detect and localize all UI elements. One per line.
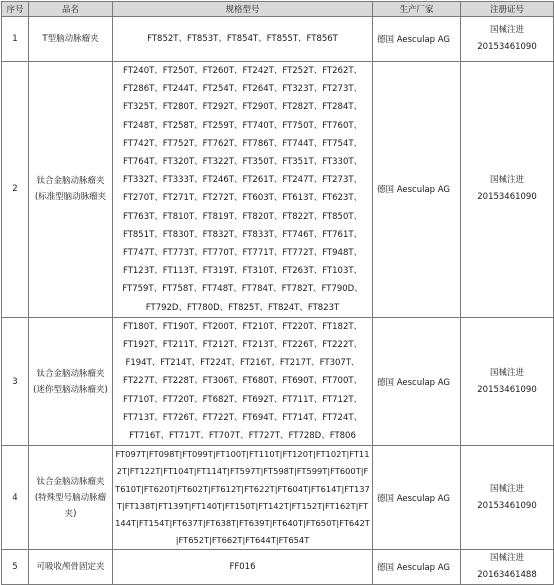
registration-number — [461, 17, 554, 62]
model-list — [113, 317, 373, 445]
product-name: 钛合金脑动脉瘤夹(特殊型号脑动脉瘤夹) — [29, 446, 113, 550]
manufacturer: 德国 Aesculap AG — [373, 550, 461, 585]
model-line: FT180T、FT190T、FT200T、FT210T、FT220T、FT182T、 — [122, 321, 363, 332]
registration-number — [461, 62, 554, 318]
registration-code: 20153461090 — [477, 384, 537, 395]
row-number: 4 — [2, 446, 29, 550]
model-line: FT710T、FT720T、FT682T、FT692T、FT711T、FT712T、 — [122, 394, 363, 405]
model-list — [113, 550, 373, 585]
model-line: FT747T、FT773T、FT770T、FT771T、FT772T、FT948T、 — [122, 248, 363, 259]
model-line: FT851T、FT830T、FT832T、FT833T、FT746T、FT761T、 — [122, 229, 363, 240]
manufacturer: 德国 Aesculap AG — [373, 62, 461, 318]
model-line: FT192T、FT211T、FT212T、FT213T、FT226T、FT222T、 — [122, 340, 363, 351]
model-line: FT716T、FT717T、FT707T、FT727T、FT728D、FT806 — [129, 431, 356, 442]
model-line: FF016 — [229, 562, 256, 573]
registration-prefix: 国械注进 — [489, 25, 524, 35]
model-line: FT123T、FT113T、FT319T、FT310T、FT263T、FT103T、 — [122, 266, 363, 277]
model-line: FT763T、FT810T、FT819T、FT820T、FT822T、FT850T、 — [122, 211, 363, 222]
manufacturer: 德国 Aesculap AG — [373, 17, 461, 62]
registration-code: 20153461090 — [477, 500, 537, 511]
model-line: FT742T、FT752T、FT762T、FT786T、FT744T、FT754T、 — [122, 138, 363, 149]
registration-prefix: 国械注进 — [489, 483, 524, 494]
row-number: 3 — [2, 317, 29, 445]
registration-prefix: 国械注进 — [489, 367, 524, 378]
table-row — [2, 62, 554, 318]
table-row — [2, 550, 554, 585]
registration-prefix: 国械注进 — [489, 175, 524, 186]
model-list: FT097T|FT098T|FT099T|FT100T|FT110T|FT120T|FT102T|FT112T|FT122T|FT104T|FT114T|FT597T|FT598T|FT599T|FT600T|FT610T|FT620T|FT602T|FT612T|FT622T|FT604T|FT614T|FT137T|FT138T|FT139T|FT140T|FT150T|FT142T|FT152T|FT162T|FT144T|FT154T|FT637T|FT638T|FT639T|FT640T|FT650T|FT642T|FT652T|FT662T|FT644T|FT654T — [113, 446, 373, 550]
header-registration: 注册证号 — [461, 2, 554, 17]
model-list — [113, 62, 373, 318]
row-number: 1 — [2, 17, 29, 62]
registration-code: 20163461488 — [477, 570, 537, 581]
product-name: 可吸收颅骨固定夹 — [29, 550, 113, 585]
model-line: FT227T、FT228T、FT306T、FT680T、FT690T、FT700T、 — [122, 376, 363, 387]
registration-number — [461, 550, 554, 585]
row-number: 2 — [2, 62, 29, 318]
product-name: T型脑动脉瘤夹 — [29, 17, 113, 62]
registration-table — [1, 1, 554, 585]
model-line: FT332T、FT333T、FT246T、FT261T、FT247T、FT273T、 — [122, 175, 363, 186]
header-manufacturer: 生产厂家 — [373, 2, 461, 17]
model-line: F194T、FT214T、FT224T、FT216T、FT217T、FT307T、 — [125, 358, 360, 369]
model-line: FT248T、FT258T、FT259T、FT740T、FT750T、FT760T、 — [122, 120, 363, 131]
registration-code: 20153461090 — [477, 42, 537, 52]
registration-number — [461, 317, 554, 445]
model-list — [113, 17, 373, 62]
model-line: FT759T、FT758T、FT748T、FT784T、FT782T、FT790D、 — [122, 284, 363, 295]
table-header-row — [2, 2, 554, 17]
product-name: 钛合金脑动脉瘤夹(标准型脑动脉瘤夹 — [29, 62, 113, 318]
header-no: 序号 — [2, 2, 29, 17]
manufacturer: 德国 Aesculap AG — [373, 446, 461, 550]
model-line: FT240T、FT250T、FT260T、FT242T、FT252T、FT262T、 — [122, 66, 363, 76]
table-row — [2, 17, 554, 62]
model-line: FT270T、FT271T、FT272T、FT603T、FT613T、FT623T、 — [122, 193, 363, 204]
model-line: FT764T、FT320T、FT322T、FT350T、FT351T、FT330T、 — [122, 157, 363, 168]
model-line: FT286T、FT244T、FT254T、FT264T、FT323T、FT273T、 — [122, 84, 363, 95]
model-line: FT713T、FT726T、FT722T、FT694T、FT714T、FT724T、 — [122, 412, 363, 423]
registration-code: 20153461090 — [477, 192, 537, 203]
registration-prefix: 国械注进 — [489, 553, 524, 564]
row-number: 5 — [2, 550, 29, 585]
table-row — [2, 317, 554, 445]
header-models: 规格型号 — [113, 2, 373, 17]
registration-number — [461, 446, 554, 550]
model-line: FT852T、FT853T、FT854T、FT855T、FT856T — [147, 33, 338, 44]
manufacturer: 德国 Aesculap AG — [373, 317, 461, 445]
model-line: FT325T、FT280T、FT292T、FT290T、FT282T、FT284T、 — [122, 102, 363, 113]
product-name: 钛合金脑动脉瘤夹(迷你型脑动脉瘤夹) — [29, 317, 113, 445]
model-line: FT792D、FT780D、FT825T、FT824T、FT823T — [145, 302, 340, 313]
table-row — [2, 446, 554, 550]
header-name: 品名 — [29, 2, 113, 17]
